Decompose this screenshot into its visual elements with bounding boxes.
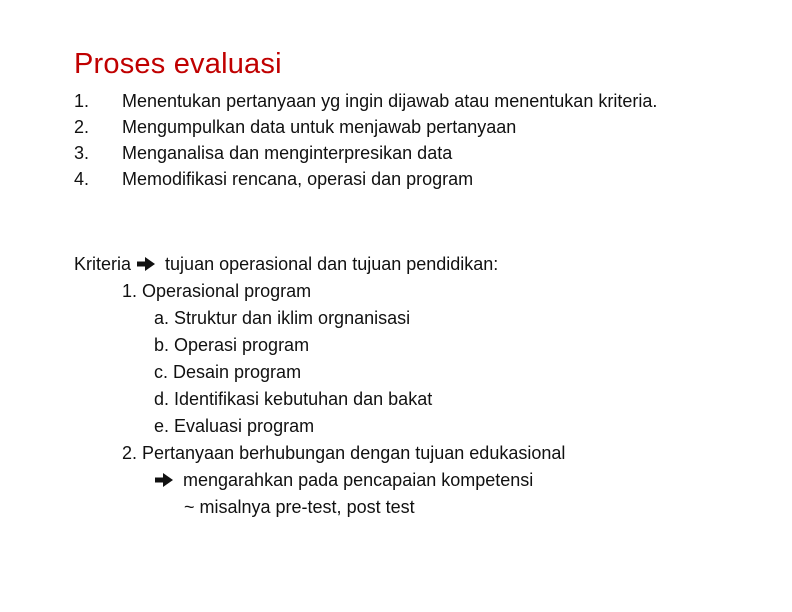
criteria-label: Kriteria [74,254,132,274]
criteria-subitem: e. Evaluasi program [154,416,315,436]
criteria-subitem: c. Desain program [154,362,302,382]
criteria-item-1: 1. Operasional program [122,281,312,301]
criteria-subitem: b. Operasi program [154,335,310,355]
criteria-item-2-note-text: mengarahkan pada pencapaian kompetensi [183,470,534,490]
criteria-subitem: d. Identifikasi kebutuhan dan bakat [154,389,433,409]
step-text: Mengumpulkan data untuk menjawab pertanyaan [122,117,517,137]
slide-title: Proses evaluasi [74,48,282,80]
step-number: 1. [74,91,90,111]
step-number: 2. [74,117,90,137]
criteria-heading [74,251,764,278]
step-number: 4. [74,169,90,189]
step-item [74,142,714,164]
criteria-item-2-example: ~ misalnya pre-test, post test [184,497,415,517]
step-text: Menganalisa dan menginterpresikan data [122,143,453,163]
evaluation-steps-list [74,90,714,194]
criteria-item-2: 2. Pertanyaan berhubungan dengan tujuan edukasional [122,443,566,463]
right-arrow-icon [154,472,174,488]
step-text: Memodifikasi rencana, operasi dan program [122,169,474,189]
criteria-section [74,251,764,521]
step-item [74,90,714,112]
step-text: Menentukan pertanyaan yg ingin dijawab atau menentukan kriteria. [122,91,658,111]
step-number: 3. [74,143,90,163]
criteria-label-suffix: tujuan operasional dan tujuan pendidikan: [165,254,499,274]
criteria-subitem: a. Struktur dan iklim orgnanisasi [154,308,411,328]
criteria-item-2-note [74,467,764,494]
step-item [74,168,714,190]
right-arrow-icon [136,256,156,272]
step-item [74,116,714,138]
